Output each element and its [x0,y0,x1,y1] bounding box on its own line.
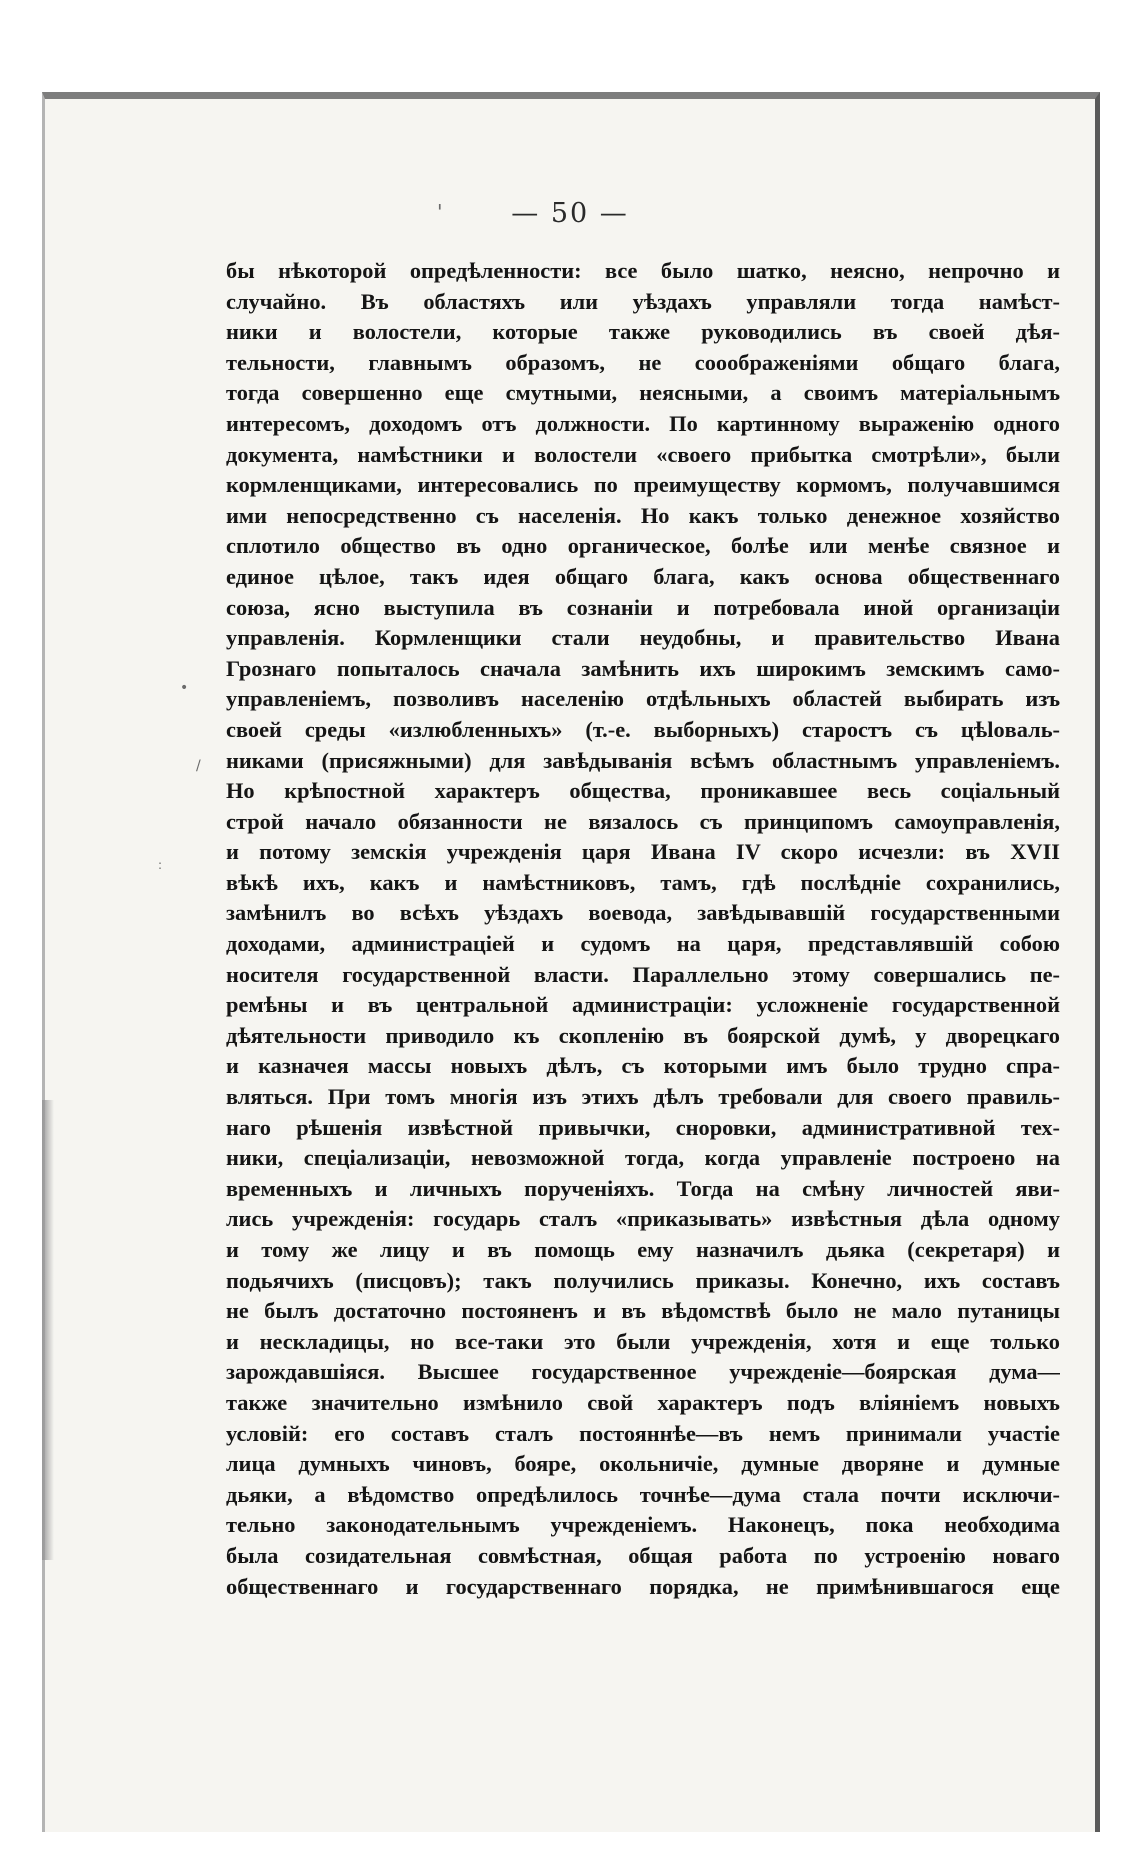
text-line: ими непосредственно съ населенія. Но какъ только денежное хозяйство [226,502,1060,528]
text-line: единое цѣлое, такъ идея общаго блага, какъ основа общественнаго [226,563,1060,589]
text-line: общественнаго и государственнаго порядка, не примѣнившагося еще [226,1573,1060,1599]
text-line: вѣкѣ ихъ, какъ и намѣстниковъ, тамъ, гдѣ послѣдніе сохранились, [226,869,1060,895]
text-line: дѣятельности приводило къ скопленію въ боярской думѣ, у дворецкаго [226,1022,1060,1048]
text-line: тельности, главнымъ образомъ, не сооображеніями общаго блага, [226,349,1060,375]
text-line: документа, намѣстники и волостели «своего прибытка смотрѣли», были [226,441,1060,467]
text-line: условій: его составъ сталъ постояннѣе—въ немъ принимали участіе [226,1420,1060,1446]
text-line: также значительно измѣнило свой характеръ подъ вліяніемъ новыхъ [226,1389,1060,1415]
text-line: кормленщиками, интересовались по преимуществу кормомъ, получавшимся [226,472,1060,498]
text-line: управленія. Кормленщики стали неудобны, и правительство Ивана [226,625,1060,651]
text-line: доходами, администраціей и судомъ на царя, представлявшій собою [226,931,1060,957]
margin-mark: : [158,858,163,872]
text-line: дьяки, а вѣдомство опредѣлилось точнѣе—дума стала почти исключи- [226,1481,1060,1507]
text-line: наго рѣшенія извѣстной привычки, сноровки, административной тех- [226,1114,1060,1140]
page-edge-shadow [42,1100,54,1560]
text-line: зарождавшіяся. Высшее государственное учрежденіе—боярская дума— [226,1359,1060,1385]
text-line: ники и волостели, которые также руководились въ своей дѣя- [226,319,1060,345]
text-line: и казначея массы новыхъ дѣлъ, съ которыми имъ было трудно спра- [226,1053,1060,1079]
body-text [226,256,1060,1602]
text-line: бы нѣкоторой опредѣленности: все было шатко, неясно, непрочно и [226,258,1060,283]
text-line: лись учрежденія: государь сталъ «приказывать» извѣстныя дѣла одному [226,1206,1060,1232]
text-line: тогда совершенно еще смутными, неясными, а своимъ матеріальнымъ [226,380,1060,406]
text-line: своей среды «излюбленныхъ» (т.-е. выборныхъ) старостъ съ цѣloваль- [226,716,1060,742]
text-line: не былъ достаточно постояненъ и въ вѣдомствѣ было не мало путаницы [226,1298,1060,1324]
text-line: интересомъ, доходомъ отъ должности. По картинному выраженію одного [226,410,1060,436]
text-line: и тому же лицу и въ помощь ему назначилъ дьяка (секретаря) и [226,1237,1060,1262]
margin-mark: • [180,680,189,696]
text-line: управленіемъ, позволивъ населенію отдѣльныхъ областей выбирать изъ [226,686,1060,712]
text-line: замѣнилъ во всѣхъ уѣздахъ воевода, завѣдывавшій государственными [226,900,1060,926]
text-line: ремѣны и въ центральной администраціи: усложненіе государственной [226,992,1060,1018]
text-line: подьячихъ (писцовъ); такъ получились приказы. Конечно, ихъ составъ [226,1267,1060,1293]
text-line: лица думныхъ чиновъ, бояре, окольничіе, думные дворяне и думные [226,1451,1060,1477]
page-number: — 50 — [511,198,629,229]
text-line: Но крѣпостной характеръ общества, проникавшее весь соціальный [226,778,1060,804]
text-line: тельно законодательнымъ учрежденіемъ. Наконецъ, пока необходима [226,1512,1060,1538]
text-line: союза, ясно выступила въ сознаніи и потребовала иной организаціи [226,594,1060,620]
text-line: и потому земскія учрежденія царя Ивана IV скоро исчезли: въ XVII [226,839,1060,865]
text-line: строй начало обязанности не вязалось съ принципомъ самоуправленія, [226,808,1060,834]
ink-speck: ' [437,200,443,224]
text-line: вляться. При томъ многія изъ этихъ дѣлъ требовали для своего правиль- [226,1084,1060,1110]
text-line: сплотило общество въ одно органическое, болѣе или менѣе связное и [226,533,1060,559]
text-line: Грознаго попыталось сначала замѣнить ихъ широкимъ земскимъ само- [226,655,1060,681]
text-line: и нескладицы, но все-таки это были учрежденія, хотя и еще только [226,1328,1060,1354]
text-line: случайно. Въ областяхъ или уѣздахъ управляли тогда намѣст- [226,288,1060,314]
text-line: временныхъ и личныхъ порученіяхъ. Тогда на смѣну личностей яви- [226,1175,1060,1201]
text-line: носителя государственной власти. Параллельно этому совершались пе- [226,961,1060,987]
text-line: была созидательная совмѣстная, общая работа по устроенію новаго [226,1542,1060,1568]
text-line: ники, спеціализаціи, невозможной тогда, когда управленіе построено на [226,1145,1060,1171]
text-line: никами (присяжными) для завѣдыванія всѣмъ областнымъ управленіемъ. [226,747,1060,773]
margin-mark: / [196,758,201,774]
